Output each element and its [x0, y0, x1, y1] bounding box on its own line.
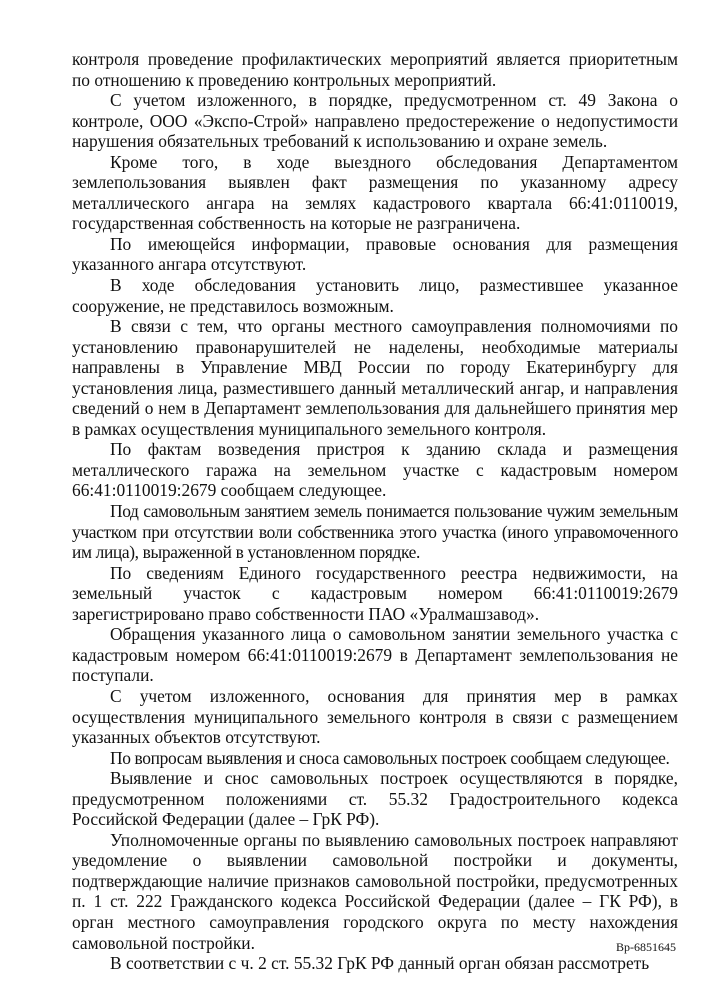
- paragraph-no-legal-grounds: По имеющейся информации, правовые основания для размещения указанного ангара отсутствуют.: [72, 233, 678, 275]
- paragraph-registry-info: По сведениям Единого государственного реестра недвижимости, на земельный участок с кадастровым номером 66:41:0110019:2679 зарегистрировано право собственности ПАО «Уралмашзавод».: [72, 562, 678, 624]
- paragraph-hangar-found: Кроме того, в ходе выездного обследования Департаментом землепользования выявлен факт размещения по указанному адресу металлического ангара на землях кадастрового квартала 66:41:0110019, государственная собственность на которые не разграничена.: [72, 151, 678, 234]
- paragraph-demolition-procedure: Выявление и снос самовольных построек осуществляются в порядке, предусмотренном положениями ст. 55.32 Градостроительного кодекса Российской Федерации (далее – ГрК РФ).: [72, 768, 678, 830]
- paragraph-demolition-intro: По вопросам выявления и сноса самовольных построек сообщаем следующее.: [110, 747, 670, 768]
- document-body: [72, 49, 678, 974]
- paragraph-continuation: контроля проведение профилактических мероприятий является приоритетным по отношению к проведению контрольных мероприятий.: [72, 49, 678, 90]
- paragraph-annex-garage: По фактам возведения пристроя к зданию склада и размещения металлического гаража на земельном участке с кадастровым номером 66:41:0110019:2679 сообщаем следующее.: [72, 439, 678, 501]
- paragraph-warning-issued: С учетом изложенного, в порядке, предусмотренном ст. 49 Закона о контроле, ООО «Экспо-Строй» направлено предостережение о недопустимости нарушения обязательных требований к использованию и охране земель.: [72, 90, 678, 152]
- paragraph-unauthorized-occupation: Под самовольным занятием земель понимается пользование чужим земельным участком при отсутствии воли собственника этого участка (иного управомоченного им лица), выраженной в установленном порядке.: [72, 501, 678, 563]
- paragraph-materials-sent: В связи с тем, что органы местного самоуправления полномочиями по установлению правонарушителей не наделены, необходимые материалы направлены в Управление МВД России по городу Екатеринбургу для установления лица, разместившего данный металлический ангар, и направления сведений о нем в Департамент землепользования для дальнейшего принятия мер в рамках осуществления муниципального земельного контроля.: [72, 316, 678, 439]
- paragraph-authorized-bodies: Уполномоченные органы по выявлению самовольных построек направляют уведомление о выявлении самовольной постройки и документы, подтверждающие наличие признаков самовольной постройки, предусмотренных п. 1 ст. 222 Гражданского кодекса Российской Федерации (далее – ГК РФ), в орган местного самоуправления городского округа по месту нахождения самовольной постройки.: [72, 829, 678, 953]
- paragraph-person-unidentified: В ходе обследования установить лицо, разместившее указанное сооружение, не представилось возможным.: [72, 275, 678, 316]
- paragraph-obligation: В соответствии с ч. 2 ст. 55.32 ГрК РФ данный орган обязан рассмотреть: [110, 953, 650, 974]
- paragraph-no-appeals: Обращения указанного лица о самовольном занятии земельного участка с кадастровым номером 66:41:0110019:2679 в Департамент землепользования не поступали.: [72, 624, 678, 686]
- paragraph-no-grounds-conclusion: С учетом изложенного, основания для принятия мер в рамках осуществления муниципального земельного контроля в связи с размещением указанных объектов отсутствуют.: [72, 685, 678, 748]
- document-code: Вр-6851645: [616, 940, 676, 954]
